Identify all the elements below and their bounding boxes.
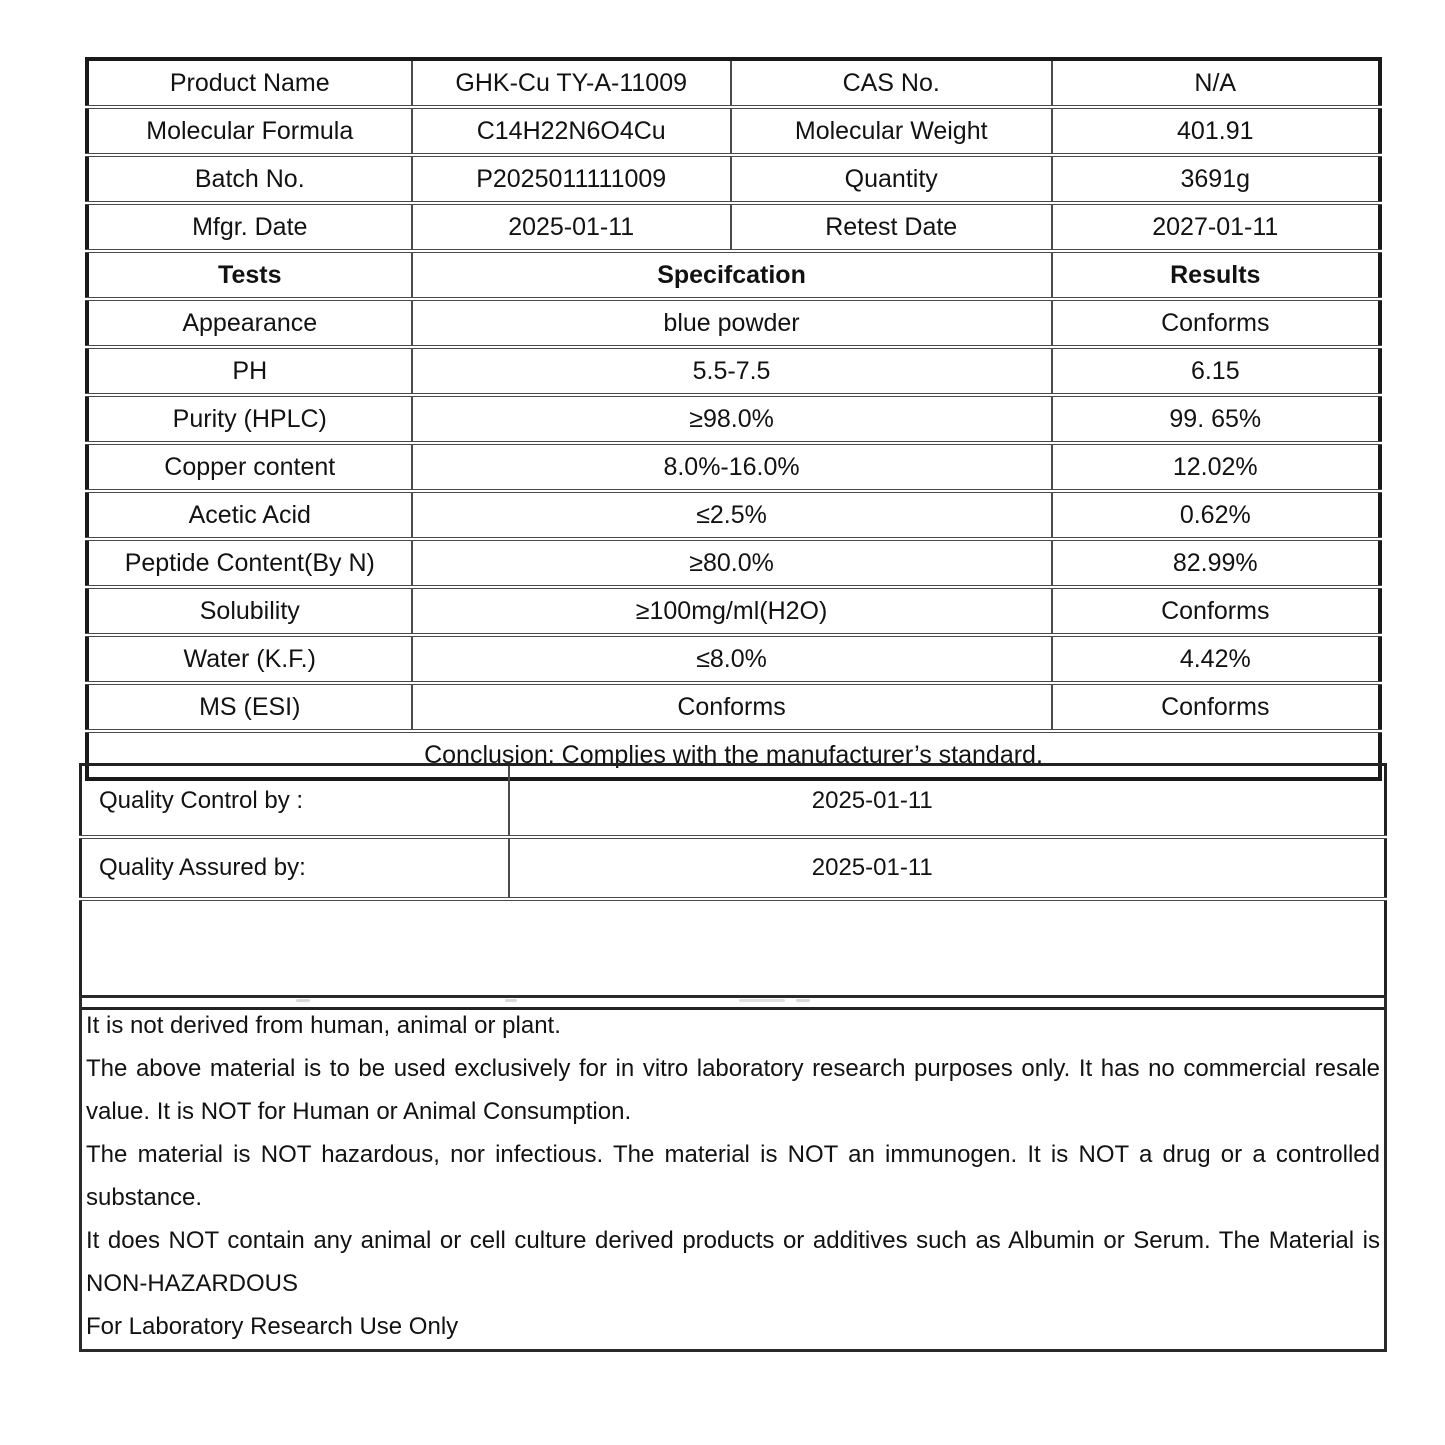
disclaimer-paragraph: The above material is to be used exclusively for in vitro laboratory research purposes only. It has no commercial resale value. It is NOT for Human or Animal Consumption. [86, 1055, 1380, 1125]
info-value: 401.91 [1052, 107, 1380, 155]
test-row [87, 443, 1380, 491]
disclaimer-paragraph: The material is NOT hazardous, nor infectious. The material is NOT an immunogen. It is NOT a drug or a controlled substance. [86, 1141, 1380, 1211]
spec-cell: Conforms [412, 683, 1052, 731]
info-label: Molecular Weight [731, 107, 1052, 155]
info-value: C14H22N6O4Cu [412, 107, 731, 155]
test-row [87, 539, 1380, 587]
spec-cell: blue powder [412, 299, 1052, 347]
info-label: CAS No. [731, 59, 1052, 107]
result-cell: 4.42% [1052, 635, 1380, 683]
info-label: Batch No. [87, 155, 412, 203]
result-cell: 12.02% [1052, 443, 1380, 491]
test-name-cell: MS (ESI) [87, 683, 412, 731]
test-name-cell: Solubility [87, 587, 412, 635]
signoff-date: 2025-01-11 [509, 837, 1386, 899]
info-value: P2025011111009 [412, 155, 731, 203]
tests-header-row [87, 251, 1380, 299]
info-row [87, 59, 1380, 107]
test-row [87, 683, 1380, 731]
spec-cell: ≥80.0% [412, 539, 1052, 587]
info-label: Retest Date [731, 203, 1052, 251]
result-cell: Conforms [1052, 683, 1380, 731]
info-value: 2027-01-11 [1052, 203, 1380, 251]
product-spec-table [85, 57, 1382, 781]
disclaimer-paragraph: For Laboratory Research Use Only [86, 1313, 459, 1340]
conclusion-cell: Conclusion: Complies with the manufacturer’s standard. [87, 731, 1380, 779]
test-name-cell: PH [87, 347, 412, 395]
info-value: 2025-01-11 [412, 203, 731, 251]
signoff-row [81, 765, 1386, 838]
tests-header: Tests [87, 251, 412, 299]
test-name-cell: Copper content [87, 443, 412, 491]
signoff-empty-cell [81, 899, 1386, 1009]
spec-cell: 5.5-7.5 [412, 347, 1052, 395]
info-label: Molecular Formula [87, 107, 412, 155]
info-row [87, 155, 1380, 203]
results-header: Results [1052, 251, 1380, 299]
spec-cell: 8.0%-16.0% [412, 443, 1052, 491]
result-cell: 0.62% [1052, 491, 1380, 539]
test-row [87, 635, 1380, 683]
test-row [87, 491, 1380, 539]
info-row [87, 107, 1380, 155]
result-cell: Conforms [1052, 587, 1380, 635]
info-row [87, 203, 1380, 251]
info-label: Quantity [731, 155, 1052, 203]
test-name-cell: Peptide Content(By N) [87, 539, 412, 587]
signoff-table [79, 763, 1387, 1010]
signoff-row [81, 837, 1386, 899]
spec-cell: ≤8.0% [412, 635, 1052, 683]
test-row [87, 347, 1380, 395]
test-name-cell: Appearance [87, 299, 412, 347]
test-row [87, 587, 1380, 635]
signoff-label: Quality Assured by: [81, 837, 509, 899]
info-value: GHK-Cu TY-A-11009 [412, 59, 731, 107]
info-value: N/A [1052, 59, 1380, 107]
info-value: 3691g [1052, 155, 1380, 203]
disclaimer-block [79, 995, 1387, 1352]
test-row [87, 299, 1380, 347]
signoff-label: Quality Control by : [81, 765, 509, 838]
signoff-date: 2025-01-11 [509, 765, 1386, 838]
test-row [87, 395, 1380, 443]
result-cell: 82.99% [1052, 539, 1380, 587]
test-name-cell: Acetic Acid [87, 491, 412, 539]
info-label: Product Name [87, 59, 412, 107]
disclaimer-paragraph: It does NOT contain any animal or cell culture derived products or additives such as Albumin or Serum. The Material is NON-HAZARDOUS [86, 1227, 1380, 1297]
spec-cell: ≤2.5% [412, 491, 1052, 539]
result-cell: 99. 65% [1052, 395, 1380, 443]
result-cell: 6.15 [1052, 347, 1380, 395]
info-label: Mfgr. Date [87, 203, 412, 251]
signoff-empty-row [81, 899, 1386, 1009]
spec-cell: ≥98.0% [412, 395, 1052, 443]
result-cell: Conforms [1052, 299, 1380, 347]
disclaimer-paragraph: It is not derived from human, animal or plant. [86, 1012, 561, 1039]
spec-cell: ≥100mg/ml(H2O) [412, 587, 1052, 635]
specification-header: Specifcation [412, 251, 1052, 299]
test-name-cell: Water (K.F.) [87, 635, 412, 683]
test-name-cell: Purity (HPLC) [87, 395, 412, 443]
